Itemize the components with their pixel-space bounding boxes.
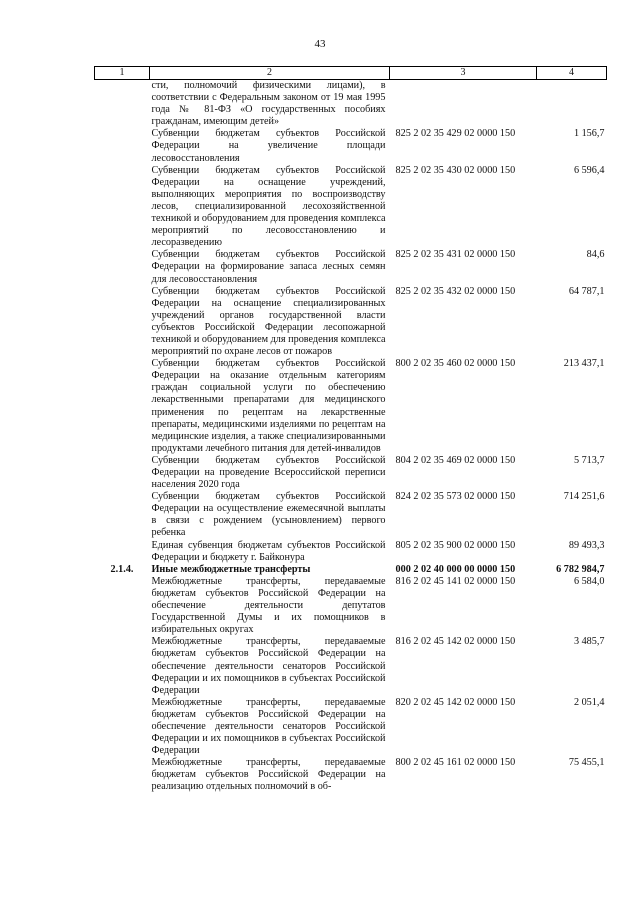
table-row [95, 286, 607, 359]
row-code: 800 2 02 45 161 02 0000 150 [395, 757, 516, 769]
row-number [95, 697, 150, 757]
row-code: 816 2 02 45 142 02 0000 150 [395, 636, 516, 648]
row-code: 825 2 02 35 432 02 0000 150 [395, 285, 516, 297]
table-row [95, 455, 607, 491]
row-amount: 3 485,7 [573, 636, 605, 648]
row-name: Субвенции бюджетам субъектов Российской Федерации на оснащение специализированных учреждений органов государственной власти субъектов Российской Федерации лесопожарной техникой и оборудованием для проведения комплекса мероприятий по охране лесов от пожаров [151, 285, 386, 358]
table-body [95, 80, 607, 794]
row-amount: 6 782 984,7 [556, 563, 605, 575]
row-number: 2.1.4. [110, 563, 134, 575]
row-amount: 75 455,1 [568, 757, 605, 769]
row-name: Субвенции бюджетам субъектов Российской Федерации на осуществление ежемесячной выплаты в связи с рождением (усыновлением) первого ребенка [151, 491, 386, 539]
row-name: Межбюджетные трансферты, передаваемые бюджетам субъектов Российской Федерации на обеспечение деятельности сенаторов Российской Федерации и их помощников в субъектах Российской Федерации [151, 696, 386, 757]
row-code: 825 2 02 35 430 02 0000 150 [395, 164, 516, 176]
row-name: Межбюджетные трансферты, передаваемые бюджетам субъектов Российской Федерации на обеспечение деятельности сенаторов Российской Федерации и их помощников в субъектах Российской Федерации [151, 636, 386, 696]
table-row [95, 249, 607, 285]
row-name: Субвенции бюджетам субъектов Российской Федерации на формирование запаса лесных семян для лесовосстановления [151, 249, 386, 285]
table-row [95, 636, 607, 696]
row-code: 825 2 02 35 429 02 0000 150 [395, 128, 516, 140]
row-amount: 714 251,6 [563, 491, 605, 503]
row-number [95, 358, 150, 455]
row-code: 804 2 02 35 469 02 0000 150 [395, 454, 516, 466]
row-name: сти, полномочий физическими лицами), в соответствии с Федеральным законом от 19 мая 1995 года № 81-ФЗ «О государственных пособиях гражданам, имеющим детей» [151, 80, 386, 128]
table-row [95, 697, 607, 757]
table-row [95, 165, 607, 250]
row-number [95, 540, 150, 564]
row-code: 000 2 02 40 000 00 0000 150 [395, 563, 516, 575]
table-header-row [95, 67, 607, 80]
row-amount: 89 493,3 [568, 539, 605, 551]
row-amount: 213 437,1 [563, 358, 605, 370]
row-code: 825 2 02 35 431 02 0000 150 [395, 249, 516, 261]
table-row [95, 358, 607, 455]
row-name: Единая субвенция бюджетам субъектов Российской Федерации и бюджету г. Байконура [151, 539, 386, 563]
row-number [95, 80, 150, 129]
row-number [95, 128, 150, 164]
row-code: 805 2 02 35 900 02 0000 150 [395, 539, 516, 551]
column-header-3: 3 [390, 67, 537, 80]
row-number [95, 165, 150, 250]
table-row [95, 491, 607, 539]
row-number [95, 757, 150, 793]
row-code: 800 2 02 35 460 02 0000 150 [395, 358, 516, 370]
row-amount: 6 584,0 [573, 575, 605, 587]
row-code [390, 80, 537, 129]
row-number [95, 636, 150, 696]
row-number [95, 286, 150, 359]
table-row [95, 564, 607, 576]
row-number [95, 491, 150, 539]
budget-table [94, 66, 607, 794]
row-code: 824 2 02 35 573 02 0000 150 [395, 491, 516, 503]
row-number [95, 455, 150, 491]
row-amount: 2 051,4 [573, 696, 605, 708]
column-header-4: 4 [537, 67, 607, 80]
row-number [95, 249, 150, 285]
row-name: Иные межбюджетные трансферты [151, 563, 311, 575]
row-code: 820 2 02 45 142 02 0000 150 [395, 696, 516, 708]
row-amount: 64 787,1 [568, 285, 605, 297]
column-header-1: 1 [95, 67, 150, 80]
row-number [95, 576, 150, 636]
row-amount [537, 80, 607, 129]
table-row [95, 80, 607, 129]
row-name: Субвенции бюджетам субъектов Российской Федерации на оснащение учреждений, выполняющих мероприятия по воспроизводству лесов, специализированной лесохозяйственной техникой и оборудованием для проведения комплекса мероприятий по лесовосстановлению и лесоразведению [151, 164, 386, 249]
row-name: Межбюджетные трансферты, передаваемые бюджетам субъектов Российской Федерации на реализацию отдельных полномочий в об- [151, 757, 386, 793]
table-row [95, 576, 607, 636]
table-row [95, 540, 607, 564]
column-header-2: 2 [150, 67, 390, 80]
page-number: 43 [314, 38, 326, 50]
table-row [95, 128, 607, 164]
row-amount: 5 713,7 [573, 454, 605, 466]
row-amount: 84,6 [586, 249, 605, 261]
row-name: Субвенции бюджетам субъектов Российской Федерации на проведение Всероссийской переписи населения 2020 года [151, 454, 386, 491]
table-row [95, 757, 607, 793]
row-name: Межбюджетные трансферты, передаваемые бюджетам субъектов Российской Федерации на обеспечение деятельности депутатов Государственной Думы и их помощников в избирательных округах [151, 575, 386, 636]
row-name: Субвенции бюджетам субъектов Российской Федерации на увеличение площади лесовосстановления [151, 128, 386, 164]
row-code: 816 2 02 45 141 02 0000 150 [395, 575, 516, 587]
row-name: Субвенции бюджетам субъектов Российской Федерации на оказание отдельным категориям граждан социальной услуги по обеспечению лекарственными препаратами для медицинского применения по рецептам на лекарственные препараты, медицинскими изделиями по рецептам на медицинские изделия, а также специализированными продуктами лечебного питания для детей-инвалидов [151, 358, 386, 454]
row-amount: 1 156,7 [573, 128, 605, 140]
row-amount: 6 596,4 [573, 164, 605, 176]
